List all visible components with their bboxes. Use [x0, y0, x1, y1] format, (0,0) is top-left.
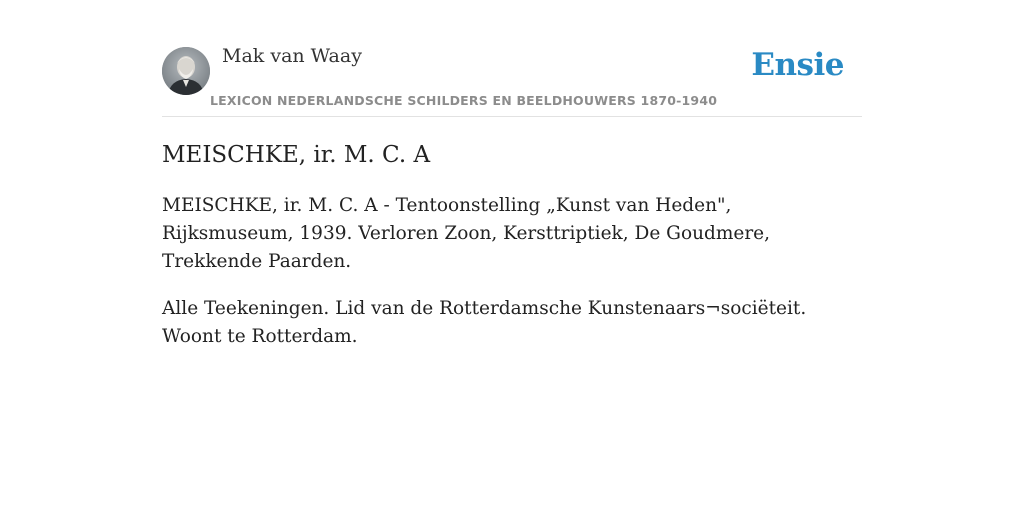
lexicon-name[interactable]: LEXICON NEDERLANDSCHE SCHILDERS EN BEELDHOUWERS 1870-1940	[210, 93, 718, 108]
entry-content	[162, 140, 862, 351]
entry-paragraph: Alle Teekeningen. Lid van de Rotterdamsche Kunstenaars¬sociëteit. Woont te Rotterdam.	[162, 298, 807, 347]
entry-paragraph: MEISCHKE, ir. M. C. A - Tentoonstelling „Kunst van Heden", Rijksmuseum, 1939. Verloren Zoon, Kersttriptiek, De Goudmere, Trekkende Paarden.	[162, 195, 770, 272]
entry-title: MEISCHKE, ir. M. C. A	[162, 142, 431, 168]
author-name[interactable]: Mak van Waay	[222, 45, 362, 67]
author-avatar[interactable]	[162, 47, 210, 95]
ensie-logo[interactable]: Ensie	[751, 47, 844, 83]
portrait-icon	[162, 47, 210, 95]
entry-header	[162, 0, 862, 117]
